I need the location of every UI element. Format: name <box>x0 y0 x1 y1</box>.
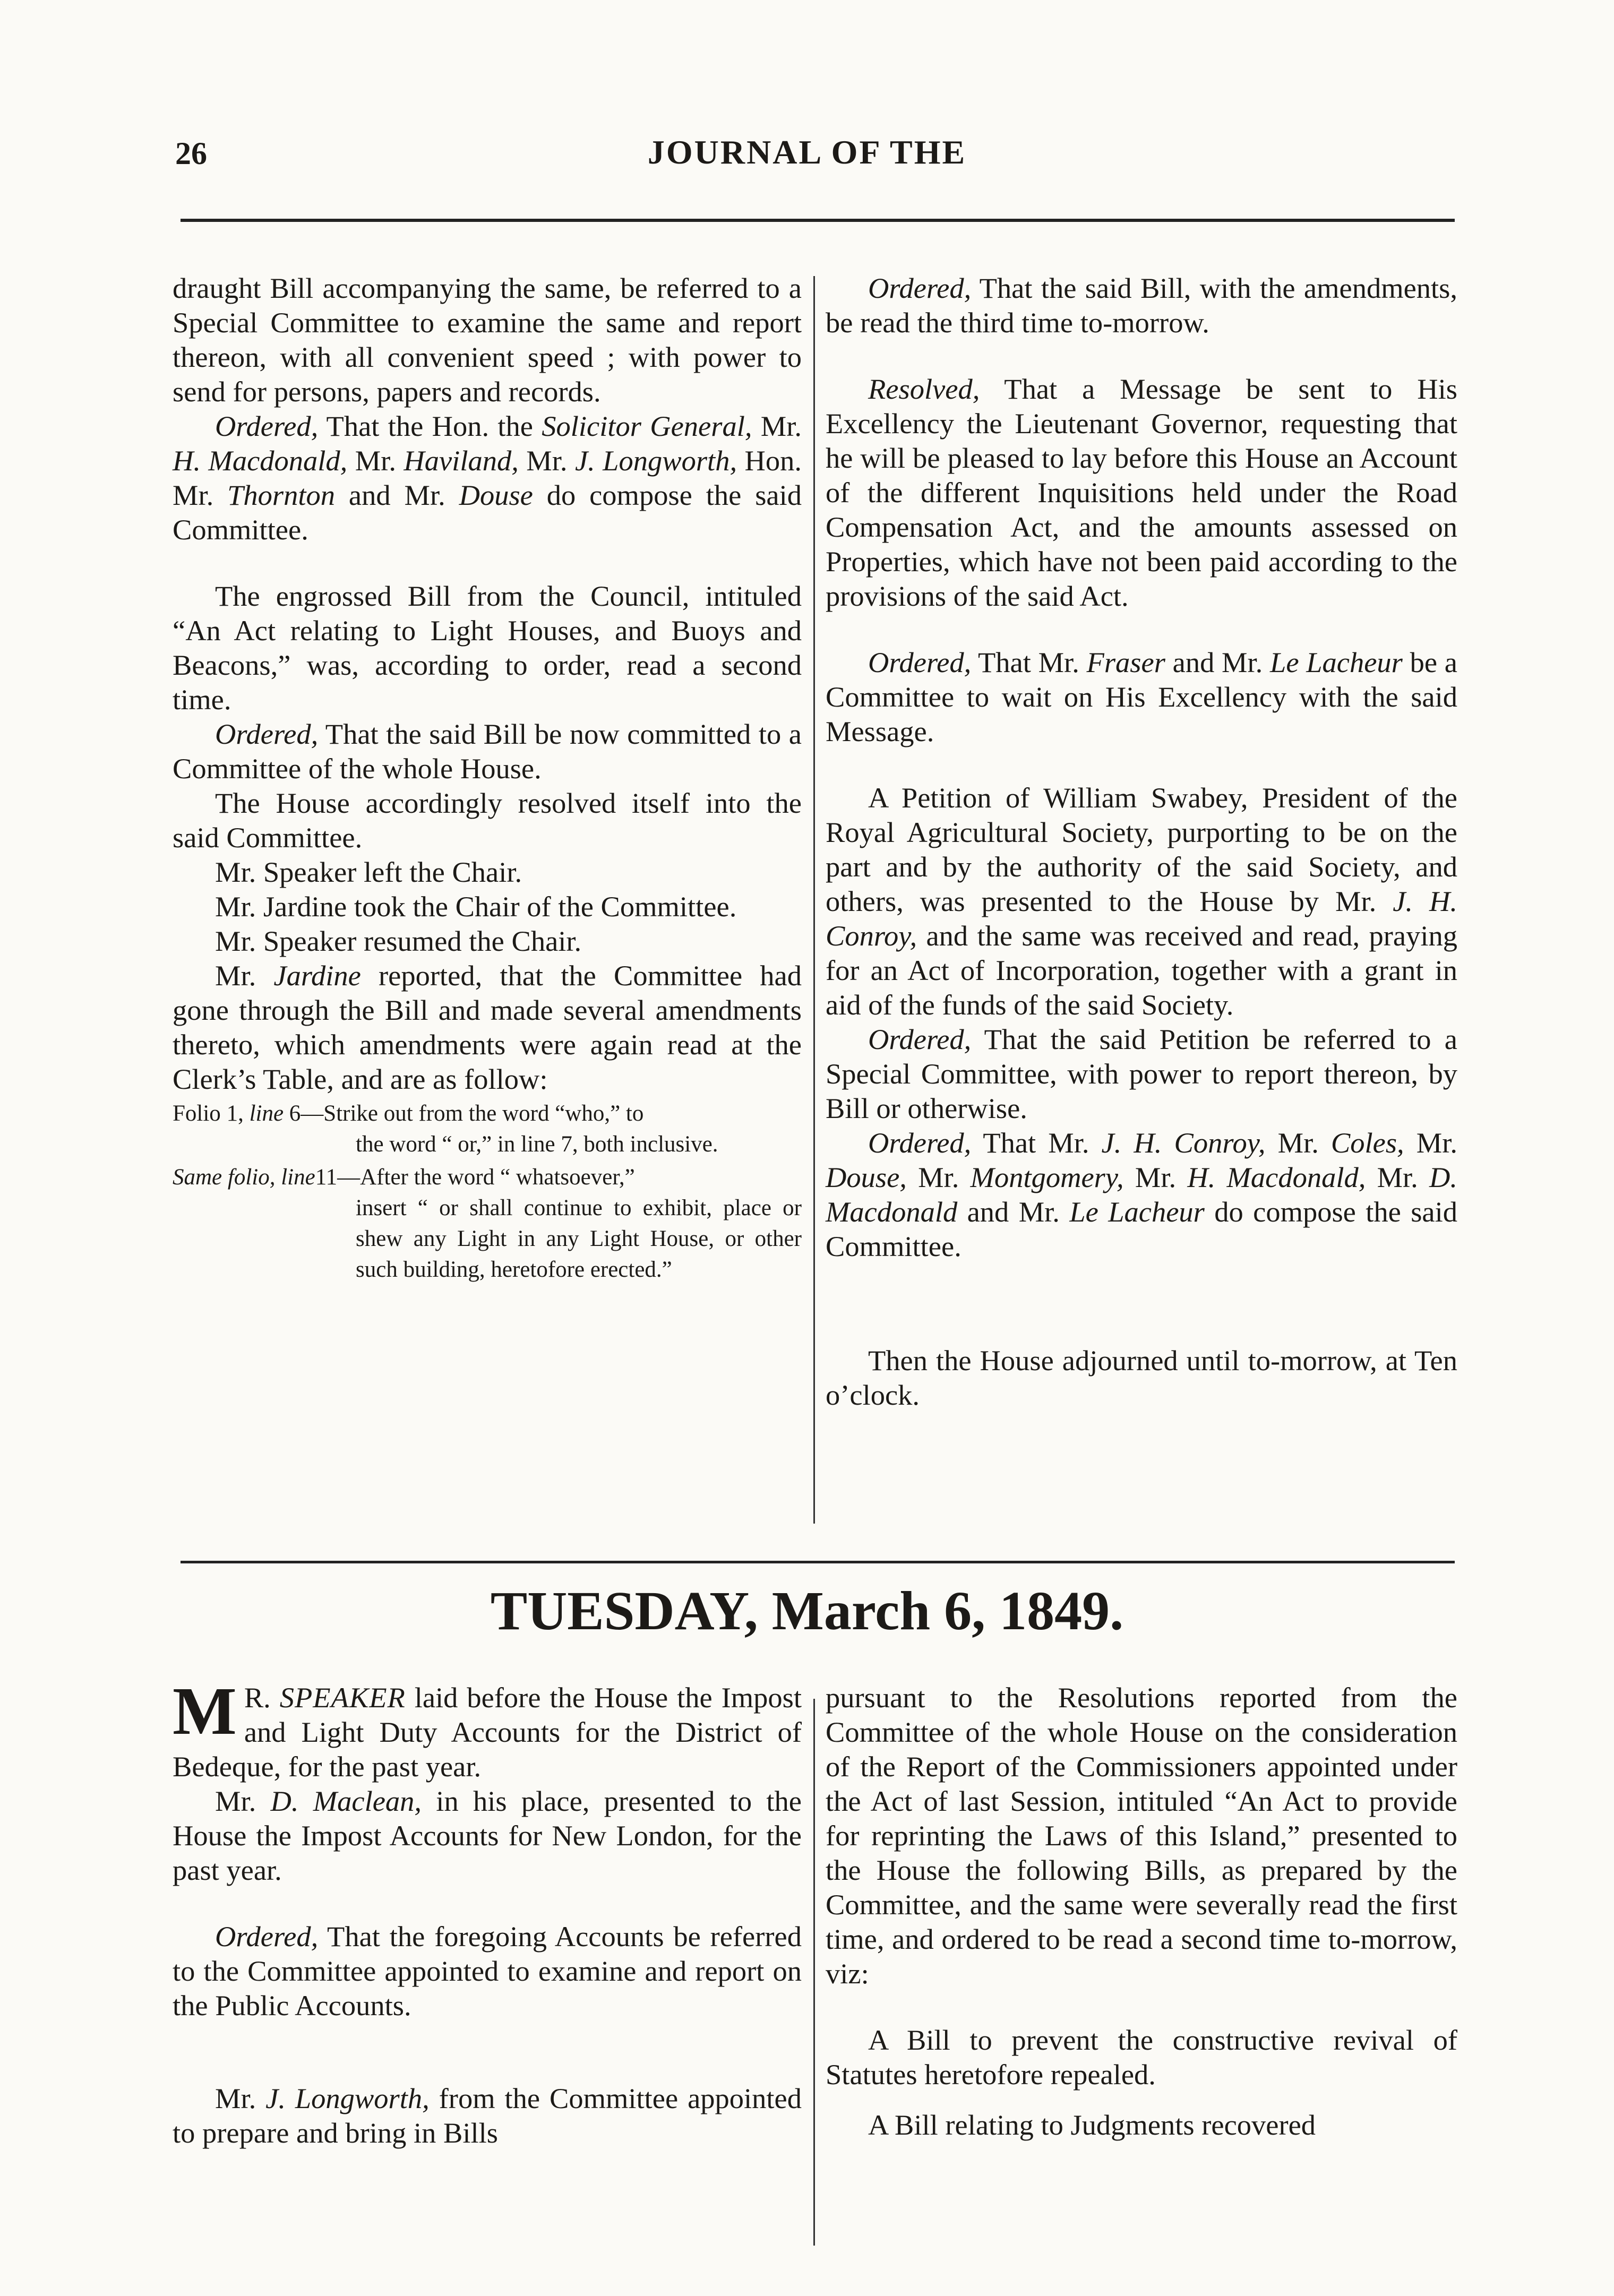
amendments-list <box>173 1098 802 1285</box>
ordered-petition-paragraph: Ordered, That the said Petition be referred to a Special Committee, with power to report thereon, by Bill or otherwise. <box>826 1023 1457 1124</box>
adjourned-paragraph: Then the House adjourned until to-morrow, at Ten o’clock. <box>826 1344 1457 1411</box>
column-divider <box>813 1699 815 2246</box>
section-rule <box>181 1561 1455 1563</box>
paragraph: The engrossed Bill from the Council, intituled “An Act relating to Light Houses, and Buoys and Beacons,” was, according to order, read a second time. <box>173 580 802 716</box>
ordered-accounts-paragraph: Ordered, That the foregoing Accounts be referred to the Committee appointed to examine and report on the Public Accounts. <box>173 1920 802 2022</box>
paragraph: draught Bill accompanying the same, be referred to a Special Committee to examine the same and report thereon, with all convenient speed ; with power to send for persons, papers and records. <box>173 272 802 408</box>
petition-paragraph: A Petition of William Swabey, President of the Royal Agricultural Society, purporting to be on the part and by the authority of the said Society, and others, was presented to the House by Mr. J. H. Conroy, and the same was received and read, praying for an Act of Incorporation, together with a grant in aid of the funds of the said Society. <box>826 781 1457 1021</box>
ordered-whole-house-paragraph: Ordered, That the said Bill be now committed to a Committee of the whole House. <box>173 718 802 785</box>
date-heading: TUESDAY, March 6, 1849. <box>490 1580 1124 1641</box>
ordered-conroy-paragraph: Ordered, That Mr. J. H. Conroy, Mr. Coles, Mr. Douse, Mr. Montgomery, Mr. H. Macdonald, Mr. D. Macdonald and Mr. Le Lacheur do compose the said Committee. <box>826 1126 1458 1262</box>
bottom-right-column <box>826 1680 1457 2142</box>
ordered-committee-paragraph: Ordered, That the Hon. the Solicitor General, Mr. H. Macdonald, Mr. Haviland, Mr. J. Longworth, Hon. Mr. Thornton and Mr. Douse do compose the said Committee. <box>173 410 802 546</box>
running-title: JOURNAL OF THE <box>647 133 967 171</box>
top-right-column <box>826 271 1457 1412</box>
longworth-paragraph: Mr. J. Longworth, from the Committee appointed to prepare and bring in Bills <box>173 2082 802 2149</box>
paragraph: Mr. Speaker left the Chair. <box>215 856 522 888</box>
bottom-left-column <box>173 1673 802 2150</box>
top-rule <box>181 219 1455 222</box>
ordered-fraser-paragraph: Ordered, That Mr. Fraser and Mr. Le Lacheur be a Committee to wait on His Excellency with the said Message. <box>826 646 1457 747</box>
column-divider <box>813 276 815 1524</box>
bill-item: A Bill to prevent the constructive revival of Statutes heretofore repealed. <box>826 2024 1457 2091</box>
paragraph: Mr. Speaker resumed the Chair. <box>215 925 582 957</box>
page-number: 26 <box>175 136 207 171</box>
paragraph: Mr. Jardine took the Chair of the Committee. <box>215 890 737 923</box>
maclean-paragraph: Mr. D. Maclean, in his place, presented to the House the Impost Accounts for New London, for the past year. <box>173 1785 802 1886</box>
amendment-item: Folio 1, line 6— Strike out from the word “who,” to the word “ or,” in line 7, both inclusive. <box>173 1101 718 1157</box>
amendment-item: Same folio, line 11— After the word “ whatsoever,” insert “ or shall continue to exhibit, place or shew any Light in any Light House, or other such building, heretofore erected.” <box>173 1165 802 1282</box>
speaker-paragraph: M R. SPEAKER laid before the House the Impost and Light Duty Accounts for the District of Bedeque, for the past year. <box>173 1673 802 1783</box>
bill-item: A Bill relating to Judgments recovered <box>868 2109 1316 2141</box>
resolved-paragraph: Resolved, That a Message be sent to His Excellency the Lieutenant Governor, requesting that he will be pleased to lay before this House an Account of the different Inquisitions held under the Road Compensation Act, and the amounts assessed on Properties, which have not been paid according to the provisions of the said Act. <box>826 373 1457 612</box>
paragraph: The House accordingly resolved itself into the said Committee. <box>173 787 802 854</box>
bills-intro-paragraph: pursuant to the Resolutions reported from the Committee of the whole House on the consideration of the Report of the Commissioners appointed under the Act of last Session, intituled “An Act to provide for reprinting the Laws of this Island,” presented to the House the following Bills, as prepared by the Committee, and the same were severally read the first time, and ordered to be read a second time to-morrow, viz: <box>826 1681 1457 1990</box>
jardine-report-paragraph: Mr. Jardine reported, that the Committee had gone through the Bill and made several amendments thereto, which amendments were again read at the Clerk’s Table, and are as follow: <box>173 959 802 1095</box>
top-left-column <box>173 271 802 1285</box>
ordered-third-reading-paragraph: Ordered, That the said Bill, with the amendments, be read the third time to-morrow. <box>826 272 1457 339</box>
